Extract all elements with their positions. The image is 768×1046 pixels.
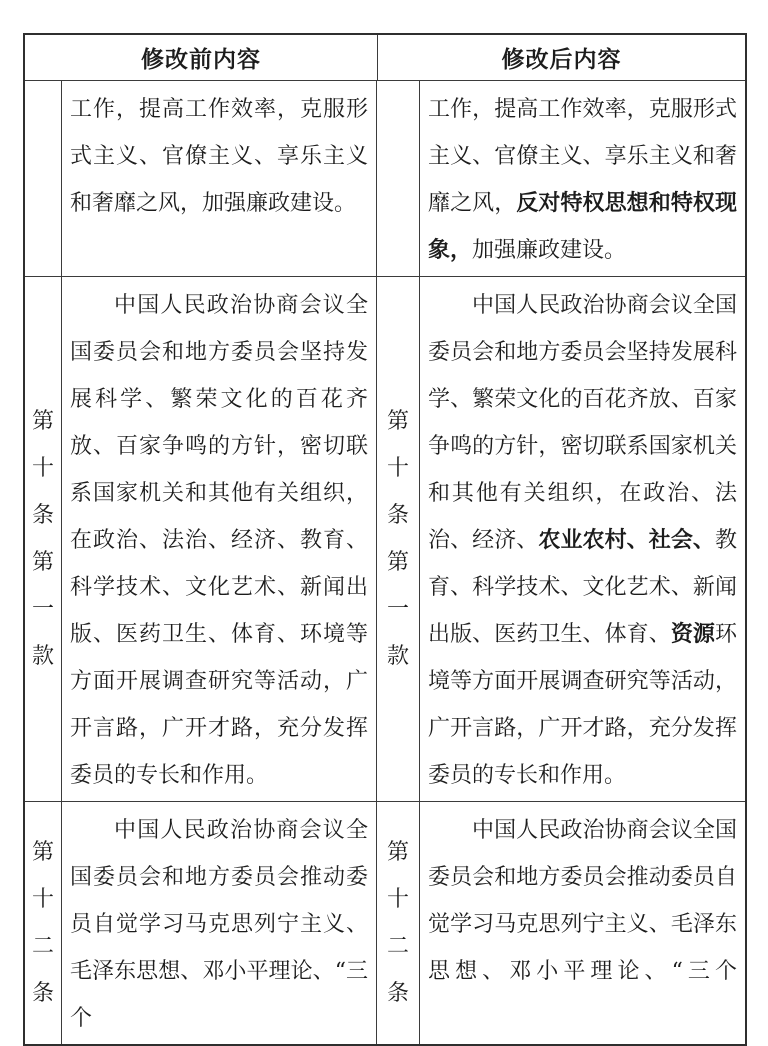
table-row <box>25 801 745 1044</box>
header-before-column: 修改前内容 <box>25 35 378 80</box>
amended-text: 农业农村、社会、 <box>538 528 715 553</box>
content-after-cell <box>420 81 745 276</box>
article-label-char: 条 <box>31 503 54 528</box>
body-text: 加强廉政建设。 <box>472 238 627 263</box>
body-text: 中国人民政治协商会议全国委员会和地方委员会坚持发展科学、繁荣文化的百花齐放、百家争鸣的方针，密切联系国家机关和其他有关组织，在政治、法治、经济、 <box>428 293 737 553</box>
article-label-char: 一 <box>31 597 54 622</box>
article-label-after <box>377 802 420 1044</box>
article-label-after <box>377 81 420 276</box>
article-label-char: 款 <box>386 644 409 669</box>
article-label-char: 十 <box>386 456 409 481</box>
content-before-cell <box>62 802 377 1044</box>
body-text: 工作，提高工作效率，克服形式主义、官僚主义、享乐主义和奢靡之风， <box>428 97 737 216</box>
body-text: 环境等方面开展调查研究等活动，广开言路，广开才路，充分发挥委员的专长和作用。 <box>428 622 737 788</box>
content-before-cell <box>62 81 377 276</box>
article-label-char: 一 <box>386 597 409 622</box>
article-label-char: 二 <box>386 934 409 959</box>
article-label-char: 条 <box>386 981 409 1006</box>
article-label-char: 条 <box>31 981 54 1006</box>
article-label-before <box>25 81 62 276</box>
content-before-text <box>70 282 368 799</box>
article-label-before <box>25 277 62 801</box>
article-label-char: 第 <box>31 550 54 575</box>
article-label-before <box>25 802 62 1044</box>
table-row <box>25 81 745 276</box>
amended-text: 反对特权思想和特权现象， <box>428 191 737 263</box>
article-label-char: 十 <box>31 887 54 912</box>
body-text: 中国人民政治协商会议全国委员会和地方委员会推动委员自觉学习马克思列宁主义、毛泽东思想、邓小平理论、“三个 <box>428 818 737 984</box>
content-before-text <box>70 807 368 1042</box>
body-text: 中国人民政治协商会议全国委员会和地方委员会推动委员自觉学习马克思列宁主义、毛泽东思想、邓小平理论、“三个 <box>70 818 368 1031</box>
article-label-char: 第 <box>31 409 54 434</box>
article-label-char: 条 <box>386 503 409 528</box>
article-label-char: 第 <box>386 840 409 865</box>
article-label-char: 十 <box>386 887 409 912</box>
article-label-char: 第 <box>31 840 54 865</box>
table-body <box>25 81 745 1044</box>
content-before-cell <box>62 277 377 801</box>
content-after-text <box>428 282 737 799</box>
body-text: 工作，提高工作效率，克服形式主义、官僚主义、享乐主义和奢靡之风，加强廉政建设。 <box>70 97 368 216</box>
content-after-cell <box>420 277 745 801</box>
article-label-after <box>377 277 420 801</box>
content-after-text <box>428 807 737 995</box>
content-after-text <box>428 86 737 274</box>
table-header-row <box>25 35 745 81</box>
amended-text: 资源 <box>670 622 715 647</box>
article-label-char: 第 <box>386 409 409 434</box>
content-after-cell <box>420 802 745 1044</box>
content-before-text <box>70 86 368 227</box>
amendment-comparison-table <box>23 33 747 1046</box>
article-label-char: 二 <box>31 934 54 959</box>
table-row <box>25 276 745 801</box>
article-label-char: 第 <box>386 550 409 575</box>
article-label-char: 款 <box>31 644 54 669</box>
article-label-char: 十 <box>31 456 54 481</box>
header-after-column: 修改后内容 <box>501 47 622 73</box>
body-text: 中国人民政治协商会议全国委员会和地方委员会坚持发展科学、繁荣文化的百花齐放、百家争鸣的方针，密切联系国家机关和其他有关组织，在政治、法治、经济、教育、科学技术、文化艺术、新闻出版、医药卫生、体育、环境等方面开展调查研究等活动，广开言路，广开才路，充分发挥委员的专长和作用。 <box>70 293 368 788</box>
body-text: 教育、科学技术、文化艺术、新闻出版、医药卫生、体育、 <box>428 528 737 647</box>
